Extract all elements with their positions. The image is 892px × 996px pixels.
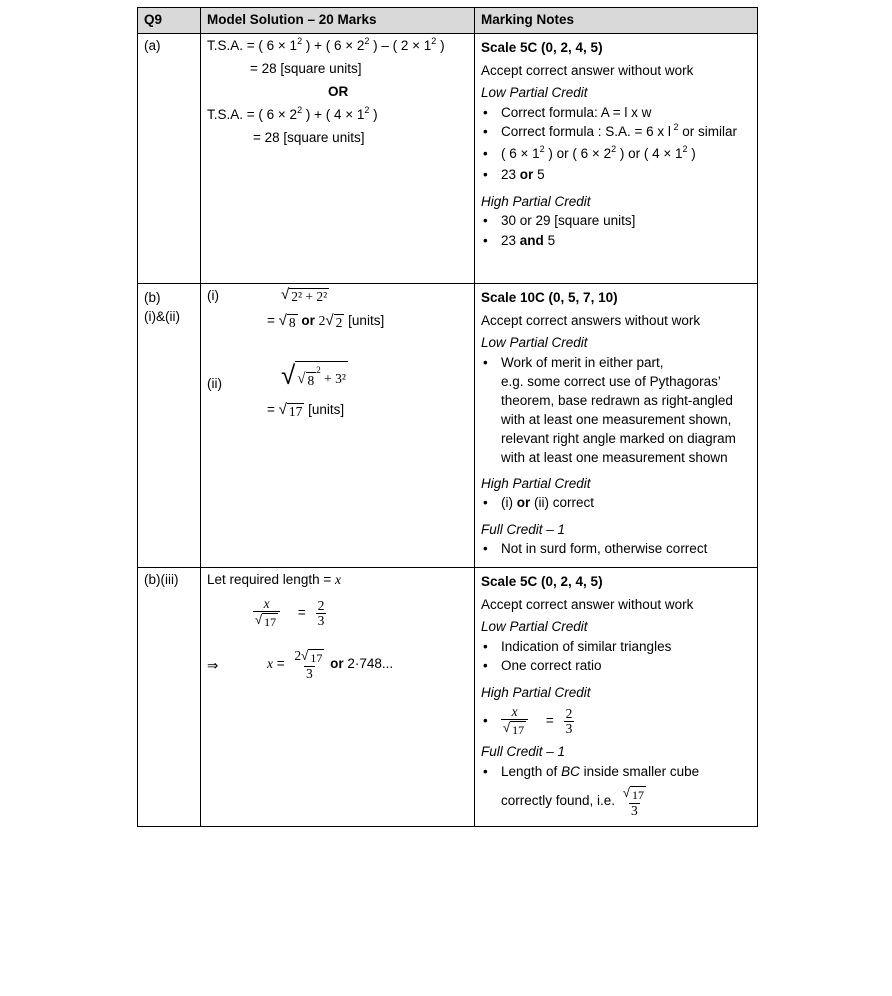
list-item: • Work of merit in either part, e.g. some correct use of Pythagoras’ theorem, base redrawn as right-angled with at least one measurement shown, relevant right angle marked on diagram with at least one measurement shown	[483, 354, 736, 465]
part-c-solution	[201, 568, 474, 826]
c-answer: x = 2 √ 17 3 or 2·748...	[267, 648, 394, 681]
list-item: • Correct formula : S.A. = 6 x l $^2$ or similar	[483, 122, 737, 139]
part-b-iii-label: (b)(iii)	[144, 572, 179, 587]
b-fc-title: Full Credit – 1	[481, 521, 566, 537]
b-accept: Accept correct answers without work	[481, 312, 701, 328]
b-i-answer: = √ 8 or 2 √ 2 [units]	[267, 312, 385, 330]
list-item: • 23 or 5	[483, 167, 545, 182]
c-ratio: x √ 17 = $\frac{2}{3}$	[255, 596, 325, 629]
list-item: • 23 and 5	[483, 232, 556, 248]
b-hpc-title: High Partial Credit	[481, 475, 591, 491]
b-i-sqrt: √ 2² + 2²	[281, 286, 328, 304]
list-item: • Indication of similar triangles	[483, 638, 672, 654]
list-item: correctly found, i.e. √ 17 3	[501, 784, 644, 818]
header-question: Q9	[138, 8, 201, 34]
a-line-3: T.S.A. = ( $6 \times 2^2$ ) + ( $4 \times 1^2$ )	[207, 105, 378, 122]
a-line-4: = 28 [square units]	[253, 130, 365, 145]
c-implies: ⇒	[207, 658, 219, 673]
row-part-b-iii	[138, 568, 758, 827]
header-row	[138, 8, 758, 34]
c-let-line: Let required length = x	[207, 572, 341, 587]
c-fc-title: Full Credit – 1	[481, 744, 566, 759]
marking-scheme-table	[137, 7, 757, 818]
list-item: • 30 or 29 [square units]	[483, 213, 636, 228]
b-ii-label: (ii)	[207, 376, 222, 391]
a-or: OR	[328, 84, 349, 99]
a-accept: Accept correct answer without work	[481, 62, 694, 78]
c-accept: Accept correct answer without work	[481, 596, 694, 612]
list-item: • ( $6 \times 1^2$ ) or ( $6 \times 2^2$ ) or ( $4 \times 1^2$ )	[483, 143, 696, 161]
b-i-label: (i)	[207, 288, 219, 303]
a-hpc-title: High Partial Credit	[481, 193, 591, 209]
c-lpc-title: Low Partial Credit	[481, 619, 588, 634]
c-hpc-title: High Partial Credit	[481, 684, 591, 700]
row-part-b-i-ii	[138, 284, 758, 568]
part-a-solution	[201, 34, 474, 283]
list-item: • Not in surd form, otherwise correct	[483, 541, 708, 556]
part-a-notes	[475, 34, 757, 283]
header-model-solution: Model Solution – 20 Marks	[201, 8, 475, 34]
b-ii-answer: = √ 17 [units]	[267, 401, 345, 419]
a-lpc-title: Low Partial Credit	[481, 85, 588, 100]
list-item: • Length of BC inside smaller cube	[483, 763, 700, 779]
row-part-a	[138, 34, 758, 284]
b-ii-sqrt: √ √ 8 $^2$ + 3²	[281, 360, 348, 395]
part-b-solution	[201, 284, 474, 567]
list-item: • (i) or (ii) correct	[483, 495, 595, 510]
header-marking-notes: Marking Notes	[475, 8, 758, 34]
part-c-notes	[475, 568, 757, 826]
a-line-1: T.S.A. = ( $6 \times 1^2$ ) + ( $6 \times 2^2$ ) – ( $2 \times 1^2$ )	[207, 36, 445, 53]
c-scale: Scale 5C (0, 2, 4, 5)	[481, 574, 603, 589]
list-item: • One correct ratio	[483, 658, 602, 673]
a-scale: Scale 5C (0, 2, 4, 5)	[481, 40, 603, 55]
b-scale: Scale 10C (0, 5, 7, 10)	[481, 290, 618, 305]
list-item: • Correct formula: A = l x w	[483, 104, 652, 120]
part-b-notes	[475, 284, 757, 567]
part-b-label: (b) (i)&(ii)	[144, 290, 180, 324]
part-a-label: (a)	[144, 38, 161, 53]
a-line-2: = 28 [square units]	[250, 61, 362, 76]
b-lpc-title: Low Partial Credit	[481, 335, 588, 350]
marking-table	[137, 7, 758, 827]
list-item: • x √ 17 = $\frac{2}{3}$	[483, 703, 573, 737]
